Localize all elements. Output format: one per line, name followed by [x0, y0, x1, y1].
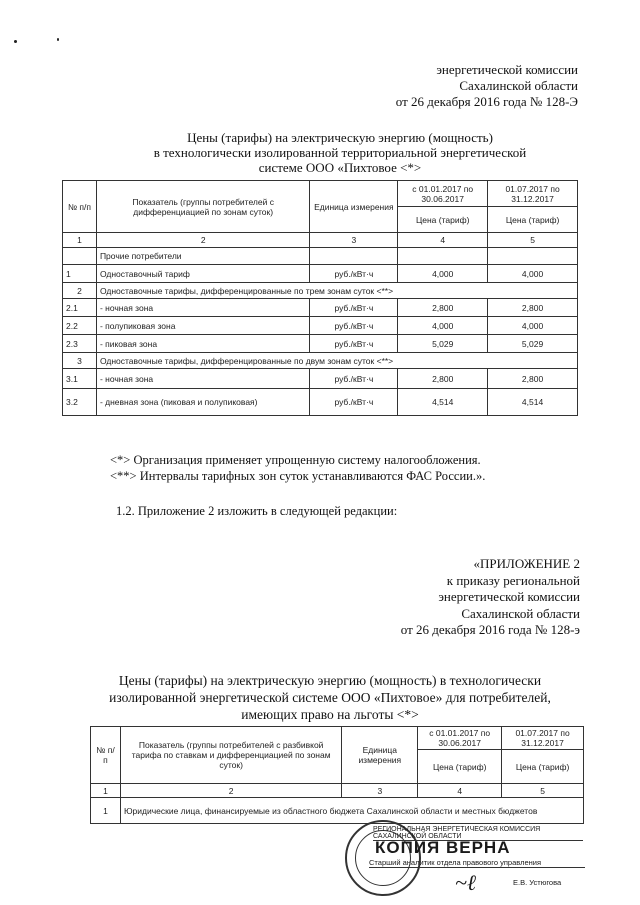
- title-line: в технологически изолированной территориальной энергетической: [153, 145, 527, 160]
- row-unit: руб./кВт·ч: [310, 317, 398, 335]
- empty-cell: [310, 248, 398, 265]
- header-period-1: с 01.01.2017 по 30.06.2017: [418, 727, 502, 750]
- header-block-1: [396, 62, 578, 110]
- column-number: 2: [96, 233, 310, 248]
- table-row: [63, 283, 578, 299]
- appendix-line: «ПРИЛОЖЕНИЕ 2: [473, 556, 580, 571]
- row-value-2: 4,000: [488, 265, 578, 283]
- row-num: 2: [63, 283, 97, 299]
- scan-speck: [14, 40, 17, 43]
- row-value-2: 4,514: [488, 389, 578, 416]
- header-period-2: 01.07.2017 по 31.12.2017: [488, 181, 578, 207]
- table-row: [63, 353, 578, 369]
- row-value-2: 2,800: [488, 369, 578, 389]
- row-unit: руб./кВт·ч: [310, 369, 398, 389]
- row-name: Одноставочный тариф: [96, 265, 310, 283]
- section-row: [63, 248, 578, 265]
- title-line: Цены (тарифы) на электрическую энергию (мощность): [187, 130, 493, 145]
- table-header-row: [63, 181, 578, 207]
- title-line: Цены (тарифы) на электрическую энергию (мощность) в технологически: [118, 673, 542, 688]
- stamp-title: КОПИЯ ВЕРНА: [375, 838, 511, 857]
- header-line: от 26 декабря 2016 года № 128-Э: [395, 94, 578, 109]
- row-name: Одноставочные тарифы, дифференцированные по трем зонам суток <**>: [96, 283, 577, 299]
- row-num: 3.2: [63, 389, 97, 416]
- header-line: Сахалинской области: [459, 78, 578, 93]
- column-number: 1: [91, 784, 121, 798]
- header-num: № п/п: [91, 727, 121, 784]
- title-line: имеющих право на льготы <*>: [241, 707, 419, 722]
- row-value-1: 2,800: [398, 299, 488, 317]
- header-price-1: Цена (тариф): [398, 207, 488, 233]
- title-line: изолированной энергетической системе ООО «Пихтовое» для потребителей,: [109, 690, 551, 705]
- note-line: <*> Организация применяет упрощенную систему налогообложения.: [110, 453, 481, 467]
- row-unit: руб./кВт·ч: [310, 335, 398, 353]
- row-unit: руб./кВт·ч: [310, 265, 398, 283]
- column-number-row: [63, 233, 578, 248]
- table-row: [63, 389, 578, 416]
- header-indicator: Показатель (группы потребителей с дифференциацией по зонам суток): [96, 181, 310, 233]
- row-value-1: 4,514: [398, 389, 488, 416]
- table-row: [63, 299, 578, 317]
- title-2: [60, 672, 600, 723]
- empty-cell: [63, 248, 97, 265]
- header-price-2: Цена (тариф): [488, 207, 578, 233]
- tariff-table-2: [90, 726, 584, 824]
- stamp-signer: Е.В. Устюгова: [513, 878, 562, 887]
- row-value-1: 4,000: [398, 317, 488, 335]
- table-row: [63, 369, 578, 389]
- appendix-line: энергетической комиссии: [438, 589, 580, 604]
- row-num: 1: [91, 798, 121, 824]
- appendix-line: к приказу региональной: [446, 572, 580, 588]
- row-value-1: 5,029: [398, 335, 488, 353]
- column-number: 2: [120, 784, 341, 798]
- header-period-2: 01.07.2017 по 31.12.2017: [502, 727, 584, 750]
- paragraph: 1.2. Приложение 2 изложить в следующей редакции:: [116, 504, 398, 518]
- notes: [110, 452, 610, 484]
- header-period-1: с 01.01.2017 по 30.06.2017: [398, 181, 488, 207]
- row-num: 2.2: [63, 317, 97, 335]
- header-price-2: Цена (тариф): [502, 750, 584, 784]
- column-number: 4: [398, 233, 488, 248]
- stamp-org: РЕГИОНАЛЬНАЯ ЭНЕРГЕТИЧЕСКАЯ КОМИССИЯ САХАЛИНСКОЙ ОБЛАСТИ: [373, 826, 583, 841]
- header-num: № п/п: [63, 181, 97, 233]
- row-value-2: 4,000: [488, 317, 578, 335]
- row-num: 1: [63, 265, 97, 283]
- header-unit: Единица измерения: [310, 181, 398, 233]
- column-number: 5: [488, 233, 578, 248]
- stamp-position: Старший аналитик отдела правового управления: [369, 858, 585, 868]
- appendix-header: [401, 556, 580, 639]
- scan-speck: [57, 38, 59, 41]
- appendix-line: Сахалинской области: [461, 605, 580, 621]
- header-price-1: Цена (тариф): [418, 750, 502, 784]
- row-num: 3: [63, 353, 97, 369]
- column-number-row: [91, 784, 584, 798]
- row-name: - дневная зона (пиковая и полупиковая): [96, 389, 310, 416]
- row-name: - полупиковая зона: [96, 317, 310, 335]
- table-row: [63, 335, 578, 353]
- row-name: - ночная зона: [96, 369, 310, 389]
- column-number: 4: [418, 784, 502, 798]
- appendix-line: от 26 декабря 2016 года № 128-э: [400, 622, 580, 637]
- row-num: 2.1: [63, 299, 97, 317]
- header-indicator: Показатель (группы потребителей с разбивкой тарифа по ставкам и дифференциацией по зонам суток): [120, 727, 341, 784]
- row-name: - ночная зона: [96, 299, 310, 317]
- row-name: Юридические лица, финансируемые из областного бюджета Сахалинской области и местных бюджетов: [120, 798, 583, 824]
- table-header-row: [91, 727, 584, 750]
- row-unit: руб./кВт·ч: [310, 299, 398, 317]
- section-label: Прочие потребители: [96, 248, 310, 265]
- row-num: 3.1: [63, 369, 97, 389]
- empty-cell: [398, 248, 488, 265]
- row-unit: руб./кВт·ч: [310, 389, 398, 416]
- table-row: [63, 317, 578, 335]
- tariff-table-1: [62, 180, 578, 416]
- table-row: [63, 265, 578, 283]
- row-value-2: 5,029: [488, 335, 578, 353]
- column-number: 3: [342, 784, 418, 798]
- row-name: Одноставочные тарифы, дифференцированные по двум зонам суток <**>: [96, 353, 577, 369]
- row-value-1: 4,000: [398, 265, 488, 283]
- column-number: 1: [63, 233, 97, 248]
- copy-certified-stamp: [345, 818, 585, 900]
- title-line: системе ООО «Пихтовое <*>: [258, 160, 422, 175]
- row-value-2: 2,800: [488, 299, 578, 317]
- header-unit: Единица измерения: [342, 727, 418, 784]
- row-value-1: 2,800: [398, 369, 488, 389]
- note-line: <**> Интервалы тарифных зон суток устанавливаются ФАС России.».: [110, 469, 486, 483]
- column-number: 3: [310, 233, 398, 248]
- column-number: 5: [502, 784, 584, 798]
- signature: ~ℓ: [455, 870, 477, 895]
- empty-cell: [488, 248, 578, 265]
- header-line: энергетической комиссии: [436, 62, 578, 77]
- row-name: - пиковая зона: [96, 335, 310, 353]
- row-num: 2.3: [63, 335, 97, 353]
- title-1: [90, 130, 590, 175]
